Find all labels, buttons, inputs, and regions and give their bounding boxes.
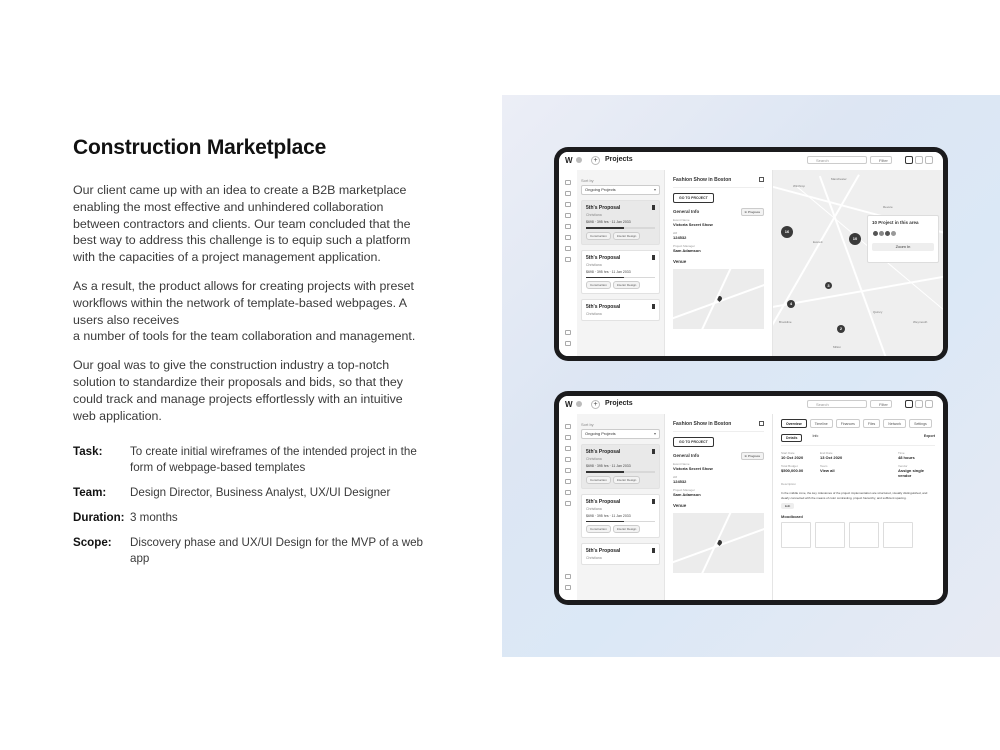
map-town-label: Revere xyxy=(883,205,893,209)
search-input[interactable]: Search xyxy=(807,400,867,408)
fact-value: 3 months xyxy=(130,511,178,525)
user-avatar[interactable] xyxy=(576,401,582,407)
card-title: 5th's Proposal xyxy=(586,304,621,310)
add-project-button[interactable]: + xyxy=(591,400,600,409)
device-overview xyxy=(554,391,948,605)
moodboard-image[interactable] xyxy=(815,522,845,548)
popup-title: 10 Project in this area xyxy=(872,220,919,225)
description-label: Description xyxy=(781,482,797,486)
paragraph-intro: Our client came up with an idea to create a B2B marketplace enabling the most effective and unhindered collaboration between contractors and clients. Our team concluded that the best way to address this challenge is to equip such a platform with the capacities of a project management application. xyxy=(73,183,411,265)
card-subtitle: Christiana xyxy=(586,262,602,267)
field-value: Victoria Secret Show xyxy=(673,222,713,227)
map-cluster[interactable]: 16 xyxy=(781,226,793,238)
status-badge: In Progress xyxy=(741,208,764,216)
grid-view-icon[interactable] xyxy=(915,400,923,408)
card-title: 5th's Proposal xyxy=(586,254,621,261)
field-value: Sam Adamson xyxy=(673,492,701,497)
chat-icon[interactable] xyxy=(565,501,571,506)
field-label: Start Date xyxy=(781,451,795,455)
field-label: Total Budget xyxy=(781,464,798,468)
fact-label: Scope: xyxy=(73,536,112,550)
paragraph-result: As a result, the product allows for creating projects with preset workflows within the network of template-based webpages. A users also receives a number of tools for the team collaboration and management. xyxy=(73,278,416,344)
project-tabs xyxy=(781,419,935,428)
help-icon[interactable] xyxy=(565,585,571,590)
field-value: 13 Oct 2020 xyxy=(820,455,843,460)
document-icon[interactable] xyxy=(565,246,571,251)
card-subtitle: Christiana xyxy=(586,457,602,461)
map-cluster[interactable]: 4 xyxy=(787,300,795,308)
users-icon[interactable] xyxy=(565,457,571,462)
app-logo: W xyxy=(565,156,573,165)
map-area-popup xyxy=(867,215,939,263)
map-town-label: Quincy xyxy=(873,310,883,314)
sub-tabs xyxy=(781,434,935,446)
calendar-icon[interactable] xyxy=(565,446,571,451)
bank-icon[interactable] xyxy=(565,191,571,196)
fact-duration xyxy=(73,510,443,526)
bookmark-icon[interactable] xyxy=(652,548,655,553)
paragraph-goal: Our goal was to give the construction industry a top-notch solution to standardize their proposals and bids, so that they could track and manage projects effortlessly with an intuitive web application. xyxy=(73,358,403,423)
map-town-label: Manchester xyxy=(831,177,847,181)
project-card[interactable] xyxy=(581,444,660,489)
field-label: Team xyxy=(820,464,828,468)
detail-title: Fashion Show in Boston xyxy=(673,177,764,188)
app-topbar xyxy=(559,152,943,171)
map-town-label: Winthrop xyxy=(793,184,806,188)
moodboard-upload[interactable] xyxy=(781,522,811,548)
card-subtitle: Christiana xyxy=(586,556,602,560)
chart-icon[interactable] xyxy=(565,224,571,229)
fact-label: Task: xyxy=(73,445,103,459)
card-meta: $698 · 395 hrs · 11 Jan 2033 xyxy=(586,513,631,518)
help-icon[interactable] xyxy=(565,341,571,346)
bookmark-icon[interactable] xyxy=(652,449,655,454)
fact-value: Discovery phase and UX/UI Design for the MVP of a web app xyxy=(130,536,423,566)
sort-label: Sort by xyxy=(581,422,594,427)
map-view-icon[interactable] xyxy=(905,156,913,164)
tag-chip: Interior Design xyxy=(613,232,641,240)
moodboard-grid xyxy=(781,522,935,548)
moodboard-title: Moodboard xyxy=(781,514,803,519)
edit-button[interactable]: Edit xyxy=(781,503,794,509)
home-icon[interactable] xyxy=(565,180,571,185)
card-meta: $698 · 395 hrs · 11 Jan 2033 xyxy=(586,269,631,274)
project-detail xyxy=(665,170,773,356)
map-cluster[interactable]: 3 xyxy=(825,282,832,289)
general-info-header[interactable] xyxy=(673,453,764,458)
field-label: End Date xyxy=(820,451,833,455)
add-project-button[interactable]: + xyxy=(591,156,600,165)
app-logo: W xyxy=(565,400,573,409)
overview-panel xyxy=(773,414,943,600)
venue-header[interactable]: Venue xyxy=(673,503,687,508)
bank-icon[interactable] xyxy=(565,435,571,440)
map-pin-icon xyxy=(716,295,723,302)
project-card[interactable] xyxy=(581,494,660,539)
field-value: 48 hours xyxy=(898,455,915,460)
map-view-icon[interactable] xyxy=(905,400,913,408)
assign-vendor-link[interactable]: Assign single vendor xyxy=(898,468,925,478)
field-label: Event Name xyxy=(673,218,690,222)
tab-overview[interactable]: Overview xyxy=(781,419,807,428)
subtab-details[interactable]: Details xyxy=(781,434,802,442)
card-subtitle: Christiana xyxy=(586,312,602,316)
progress-bar xyxy=(586,521,655,523)
status-badge: In Progress xyxy=(741,452,764,460)
side-rail xyxy=(559,170,578,356)
sort-label: Sort by xyxy=(581,178,594,183)
fact-label: Team: xyxy=(73,486,107,500)
venue-header[interactable]: Venue xyxy=(673,259,687,264)
field-label: Vendor xyxy=(898,464,908,468)
field-value: Sam Adamson xyxy=(673,248,701,253)
bookmark-icon[interactable] xyxy=(652,499,655,504)
card-meta: $698 · 395 hrs · 11 Jan 2033 xyxy=(586,220,631,224)
tag-chip: Construction xyxy=(586,232,611,240)
card-subtitle: Christiana xyxy=(586,506,602,511)
users-icon[interactable] xyxy=(565,213,571,218)
card-title: 5th's Proposal xyxy=(586,548,621,554)
tag-chip: Construction xyxy=(586,525,611,533)
home-icon[interactable] xyxy=(565,424,571,429)
map-town-label: Brookline xyxy=(779,320,792,324)
field-label: Project Manager xyxy=(673,488,696,492)
bookmark-icon[interactable] xyxy=(652,205,655,210)
subtab-info[interactable]: Info xyxy=(812,434,819,438)
project-facts xyxy=(73,444,443,567)
list-view-icon[interactable] xyxy=(925,156,933,164)
field-value: 124532 xyxy=(673,479,687,484)
card-title: 5th's Proposal xyxy=(586,498,621,505)
go-to-project-button[interactable]: GO TO PROJECT xyxy=(673,193,714,203)
calendar-icon[interactable] xyxy=(565,202,571,207)
tag-chip: Interior Design xyxy=(613,525,641,533)
card-meta: $698 · 395 hrs · 11 Jan 2033 xyxy=(586,464,631,468)
description-text: In the middle zone, the key milestones of the project implementation are structured, visually distinguished, and clearly connected with the means of color contrasting, project hierarchy, and sufficient spacing. xyxy=(781,491,928,500)
section-label: General Info xyxy=(673,453,700,458)
device-map-view xyxy=(554,147,948,361)
card-title: 5th's Proposal xyxy=(586,205,621,211)
filter-button[interactable]: Filter xyxy=(870,400,892,408)
list-view-icon[interactable] xyxy=(925,400,933,408)
avatar-stack xyxy=(872,230,934,237)
folder-icon[interactable] xyxy=(565,479,571,484)
field-value: 124532 xyxy=(673,235,687,240)
field-label: id# xyxy=(673,231,678,235)
tag-chip: Construction xyxy=(586,281,611,289)
fact-value: To create initial wireframes of the intended project in the form of webpage-based templates xyxy=(130,445,417,475)
venue-map[interactable] xyxy=(673,269,764,329)
search-input[interactable]: Search xyxy=(807,156,867,164)
grid-view-icon[interactable] xyxy=(915,156,923,164)
screen xyxy=(559,152,943,356)
details-grid xyxy=(781,451,935,478)
progress-bar xyxy=(586,277,655,279)
project-list xyxy=(577,414,665,600)
moodboard-image[interactable] xyxy=(849,522,879,548)
card-title: 5th's Proposal xyxy=(586,449,621,455)
fact-scope xyxy=(73,535,443,567)
projects-map[interactable] xyxy=(773,170,943,356)
project-card[interactable] xyxy=(581,543,660,565)
field-label: id# xyxy=(673,475,678,479)
settings-icon[interactable] xyxy=(565,574,571,579)
field-value: $500,000.00 xyxy=(781,468,804,473)
project-list xyxy=(577,170,665,356)
text-column xyxy=(73,136,443,576)
map-town-label: Everett xyxy=(813,240,823,244)
page-title: Construction Marketplace xyxy=(73,136,327,159)
project-card[interactable] xyxy=(581,250,660,295)
map-town-label: Weymouth xyxy=(913,320,928,324)
field-label: Time xyxy=(898,451,905,455)
project-card[interactable] xyxy=(581,299,660,321)
tab-settings[interactable]: Settings xyxy=(909,419,932,428)
venue-map[interactable] xyxy=(673,513,764,573)
zoom-in-button[interactable]: Zoom In xyxy=(872,243,934,251)
tab-finances[interactable]: Finances xyxy=(836,419,860,428)
projects-dropdown[interactable]: Projects xyxy=(605,400,633,407)
team-view-all-link[interactable]: View all xyxy=(820,468,835,473)
tag-chip: Interior Design xyxy=(613,476,641,484)
bookmark-icon[interactable] xyxy=(652,255,655,260)
chat-icon[interactable] xyxy=(565,257,571,262)
field-value: 10 Oct 2020 xyxy=(781,455,804,460)
map-pin-icon xyxy=(716,539,723,546)
fact-team xyxy=(73,485,443,501)
field-label: Project Manager xyxy=(673,244,696,248)
projects-dropdown[interactable]: Projects xyxy=(605,156,633,163)
tag-chip: Interior Design xyxy=(613,281,641,289)
filter-button[interactable]: Filter xyxy=(870,156,892,164)
app-topbar xyxy=(559,396,943,415)
side-rail xyxy=(559,414,578,600)
document-icon[interactable] xyxy=(565,490,571,495)
chart-icon[interactable] xyxy=(565,468,571,473)
general-info-header[interactable] xyxy=(673,209,764,214)
field-label: Event Name xyxy=(673,462,690,466)
mockup-panel xyxy=(502,95,1000,657)
folder-icon[interactable] xyxy=(565,235,571,240)
section-label: General Info xyxy=(673,209,700,214)
tab-network[interactable]: Network xyxy=(883,419,906,428)
bookmark-icon[interactable] xyxy=(652,304,655,309)
progress-bar xyxy=(586,227,655,229)
moodboard-image[interactable] xyxy=(883,522,913,548)
tab-timeline[interactable]: Timeline xyxy=(810,419,833,428)
sort-select[interactable]: Ongoing Projects xyxy=(581,185,660,195)
map-town-label: Milton xyxy=(833,345,842,349)
card-subtitle: Christiana xyxy=(586,213,602,217)
fact-value: Design Director, Business Analyst, UX/UI Designer xyxy=(130,486,391,500)
tag-chip: Construction xyxy=(586,476,611,484)
progress-bar xyxy=(586,471,655,473)
tab-files[interactable]: Files xyxy=(863,419,880,428)
settings-icon[interactable] xyxy=(565,330,571,335)
screen xyxy=(559,396,943,600)
project-card[interactable] xyxy=(581,200,660,245)
map-cluster[interactable]: 2 xyxy=(837,325,845,333)
detail-title: Fashion Show in Boston xyxy=(673,421,764,432)
go-to-project-button[interactable]: GO TO PROJECT xyxy=(673,437,714,447)
user-avatar[interactable] xyxy=(576,157,582,163)
sort-select[interactable]: Ongoing Projects xyxy=(581,429,660,439)
map-cluster[interactable]: 10 xyxy=(849,233,861,245)
fact-task xyxy=(73,444,443,476)
fact-label: Duration: xyxy=(73,511,125,525)
project-detail xyxy=(665,414,773,600)
export-button[interactable]: Export xyxy=(923,434,935,438)
field-value: Victoria Secret Show xyxy=(673,466,713,471)
